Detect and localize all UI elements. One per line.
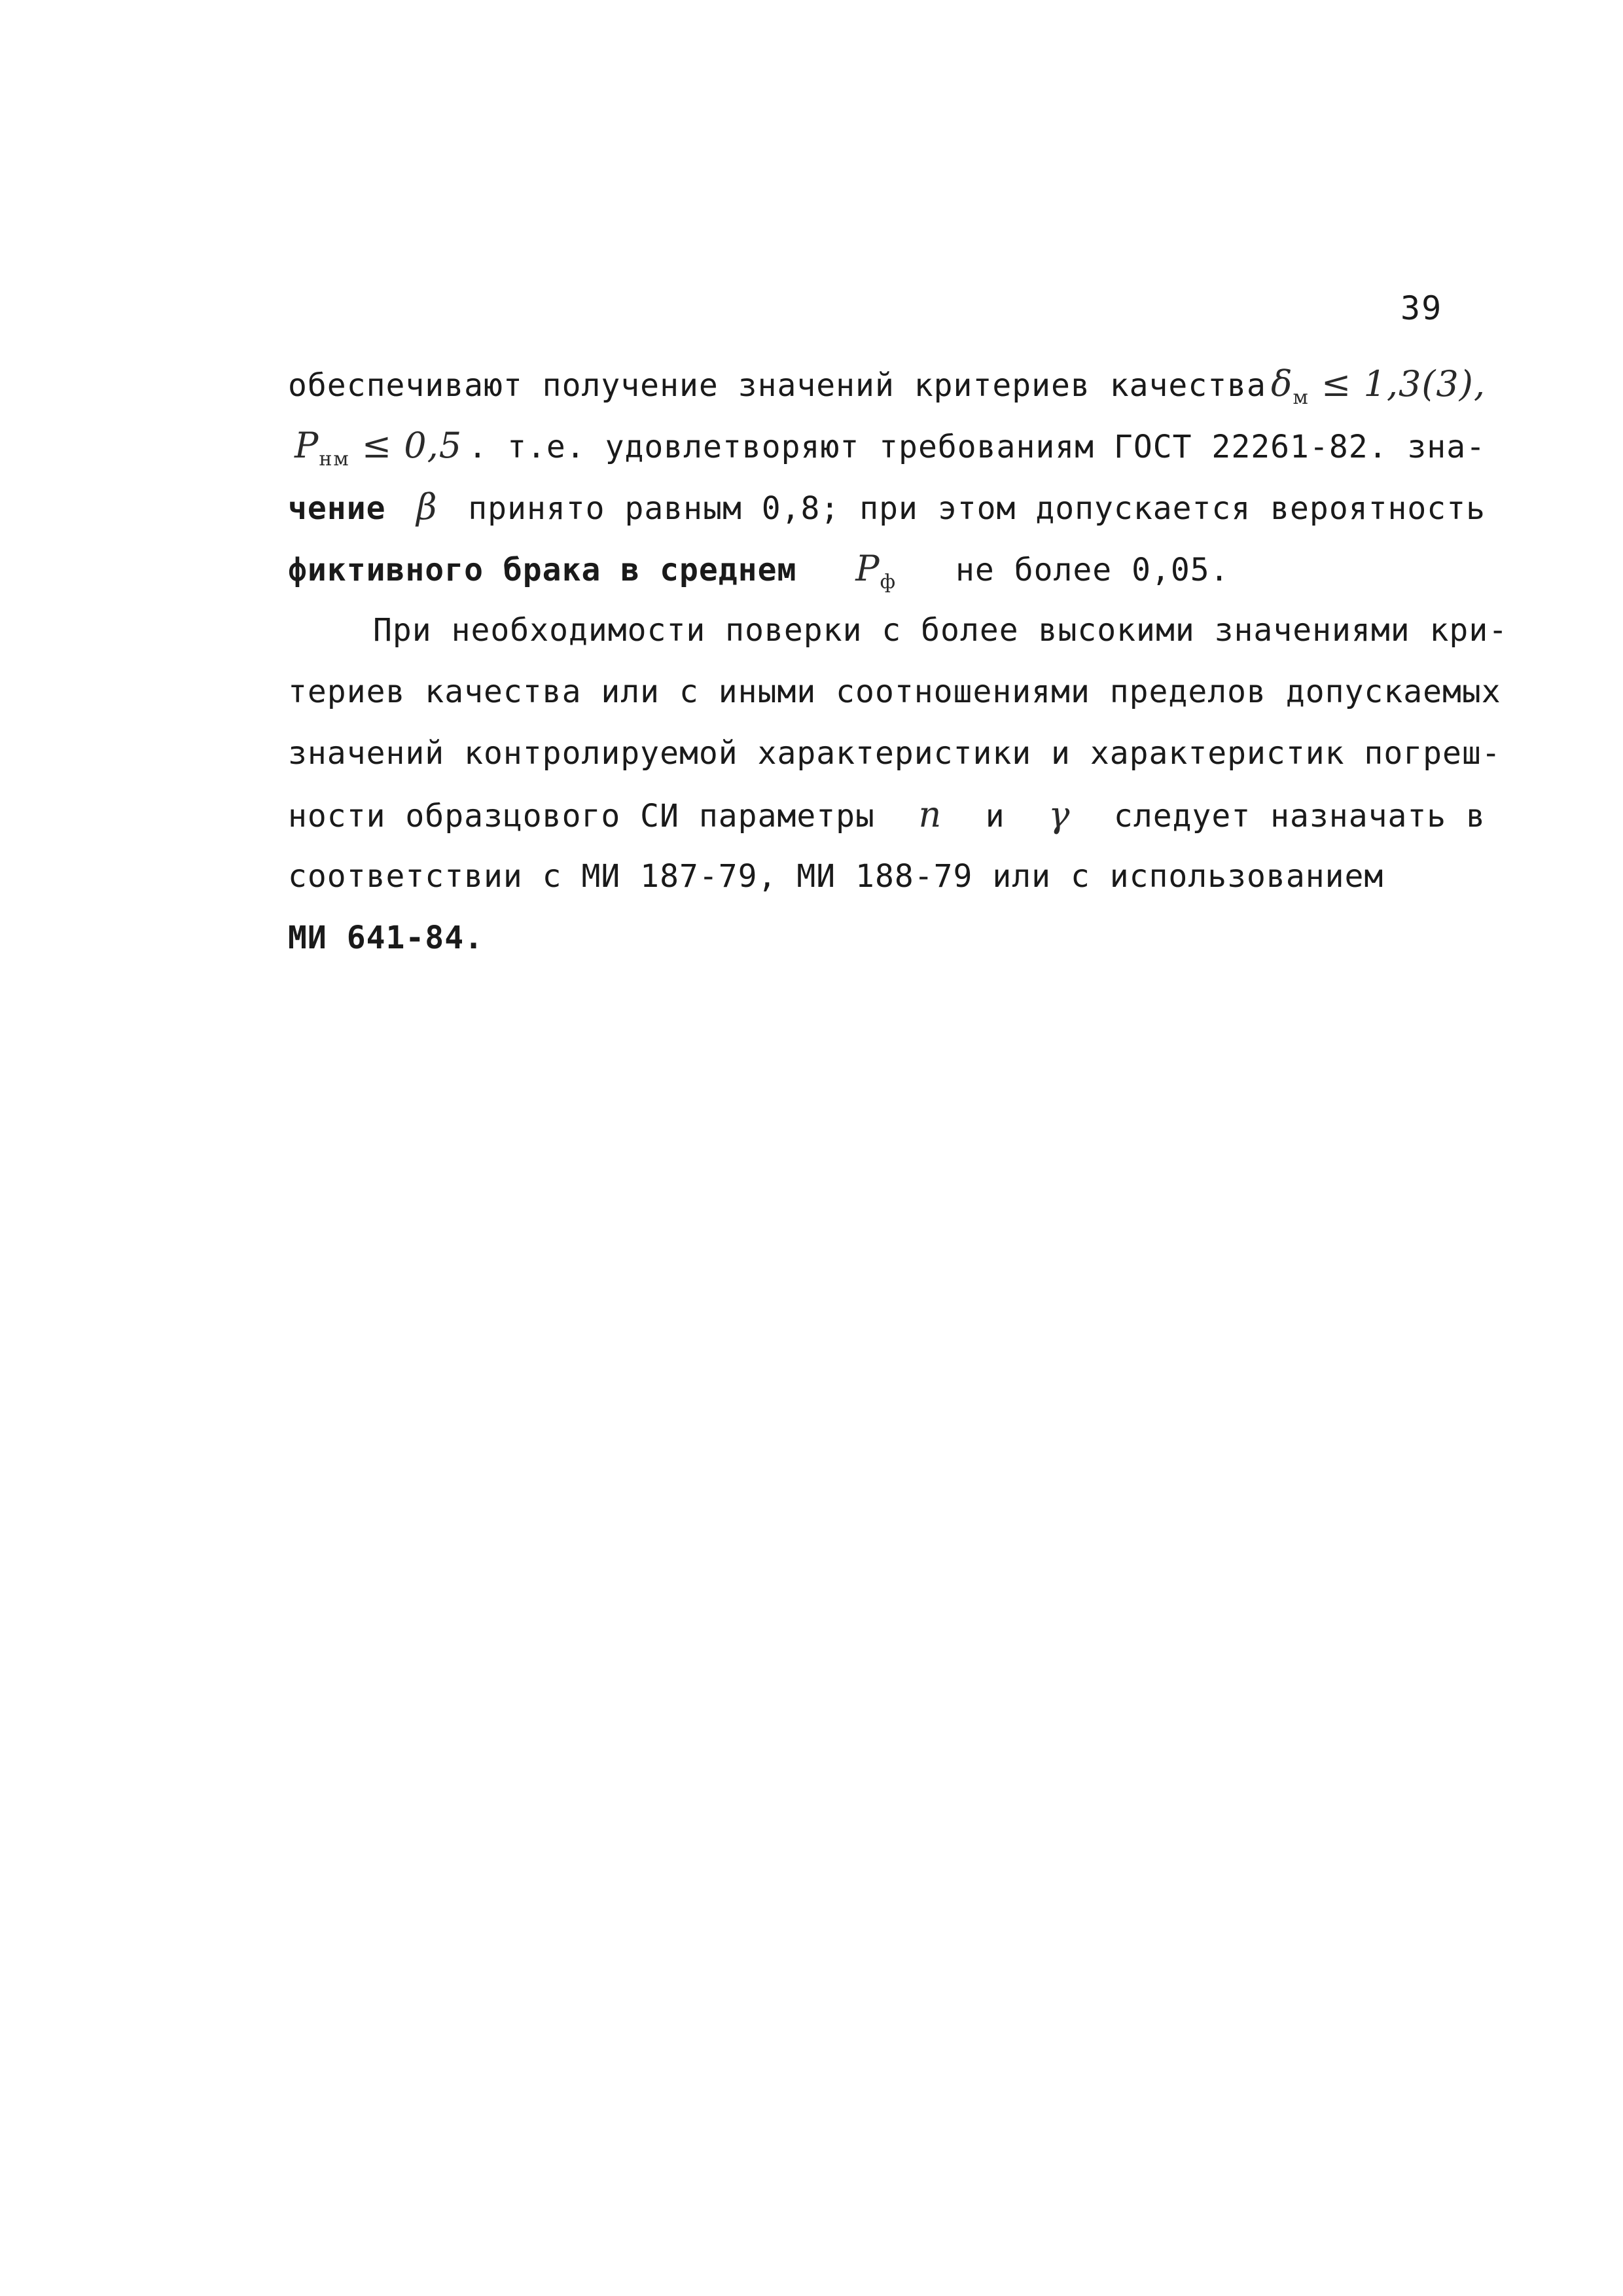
paragraph2-line2: териев качества или с иными соотношениями пределов допускаемых bbox=[288, 673, 1501, 710]
paragraph2-line1: При необходимости поверки с более высокими значениями кри- bbox=[373, 612, 1508, 649]
paragraph1-line2 bbox=[288, 415, 1486, 476]
paragraph1-line4-text-b: не более 0,05. bbox=[955, 552, 1230, 588]
paragraph2-line4-text-a: ности образцового СИ параметры bbox=[288, 798, 875, 834]
paragraph1-line4-text-a: фиктивного брака в среднем bbox=[288, 552, 797, 588]
paragraph1-line1 bbox=[288, 353, 1486, 415]
page-number: 39 bbox=[1400, 289, 1443, 327]
paragraph2-line4-text-b: и bbox=[985, 798, 1005, 834]
gamma-symbol: γ bbox=[1048, 794, 1071, 835]
quality-criterion-p-formula: $P_{нм} \le 0,5$ bbox=[294, 425, 463, 471]
n-symbol: n bbox=[918, 794, 942, 835]
quality-criterion-delta-formula: $\delta_м \le 1,3(3)$, bbox=[1271, 363, 1486, 409]
paragraph1-line3-text-a: чение bbox=[288, 490, 386, 527]
paragraph2-line3: значений контролируемой характеристики и характеристик погреш- bbox=[288, 735, 1501, 772]
page-body bbox=[288, 353, 1508, 969]
paragraph1-line3-text-b: принято равным 0,8; при этом допускается вероятность bbox=[468, 490, 1486, 527]
p-phi-symbol: $P_ф$ bbox=[855, 548, 897, 594]
paragraph1-line4 bbox=[288, 538, 1486, 600]
paragraph1-line3 bbox=[288, 476, 1486, 538]
paragraph1-line2-text: . т.е. удовлетворяют требованиям ГОСТ 22261-82. зна- bbox=[468, 429, 1486, 465]
paragraph2-line6: МИ 641-84. bbox=[288, 920, 484, 956]
paragraph2-line5: соответствии с МИ 187-79, МИ 188-79 или с использованием bbox=[288, 858, 1384, 895]
paragraph2-line4-text-c: следует назначать в bbox=[1113, 798, 1486, 834]
paragraph1-line1-text: обеспечивают получение значений критериев качества bbox=[288, 367, 1266, 404]
paragraph2-line4 bbox=[288, 784, 1486, 846]
beta-symbol: β bbox=[416, 486, 438, 528]
